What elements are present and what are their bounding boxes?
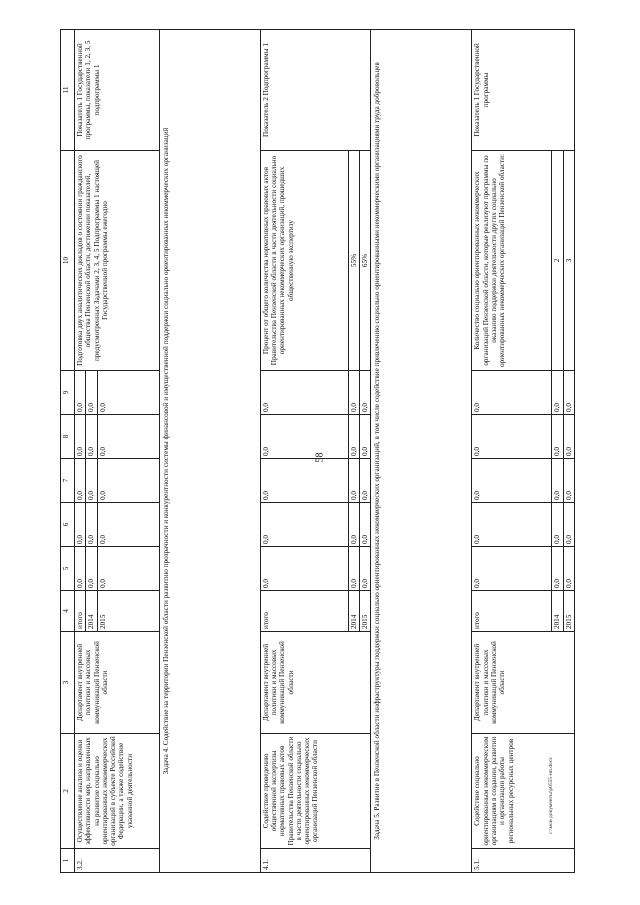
value-cell: 0,0 bbox=[86, 459, 97, 503]
year-cell: итого bbox=[472, 591, 552, 632]
activity-name: Содействие социально ориентированным некоммерческим организациям в создании, развитии и организации работы региональных ресурсных центров bbox=[472, 734, 575, 849]
value-cell: 0,0 bbox=[260, 547, 348, 591]
result-value: 3 bbox=[563, 151, 574, 371]
value-cell: 0,0 bbox=[360, 547, 371, 591]
value-cell: 0,0 bbox=[97, 459, 159, 503]
value-cell: 0,0 bbox=[260, 415, 348, 459]
value-cell: 0,0 bbox=[563, 459, 574, 503]
header-cell: 7 bbox=[61, 459, 75, 503]
task-heading: Задача 5. Развитие в Пензенской области инфраструктуры поддержки социально ориентированных некоммерческих организаций, в том числе содействие привлечению социально ориентированными некоммерческими организациями труда добровольцев bbox=[371, 30, 472, 873]
value-cell: 0,0 bbox=[348, 459, 359, 503]
value-cell: 0,0 bbox=[563, 371, 574, 415]
value-cell: 0,0 bbox=[563, 415, 574, 459]
table-row bbox=[260, 30, 348, 873]
row-number: 5.1. bbox=[472, 849, 575, 873]
task-heading: Задача 4. Содействие на территории Пензенской области развитию прозрачности и конкурентности системы финансовой и имущественной поддержки социально ориентированных некоммерческих организаций bbox=[159, 30, 260, 873]
value-cell: 0,0 bbox=[97, 371, 159, 415]
expected-result: Процент от общего количества нормативных правовых актов Правительства Пензенской области в части деятельности социально ориентированных некоммерческих организаций, прошедших общественную экспертизу bbox=[260, 151, 348, 371]
file-path-footer: c:\мои документы\p0555-нп.docx bbox=[548, 757, 554, 834]
value-cell: 0,0 bbox=[472, 459, 552, 503]
activity-name: Содействие проведению общественной экспертизы нормативных правовых актов Правительства Пензенской области в части деятельности социально ориентированных некоммерческих организаций Пензенской области bbox=[260, 734, 371, 849]
row-number: 4.1. bbox=[260, 849, 371, 873]
value-cell: 0,0 bbox=[260, 503, 348, 547]
value-cell: 0,0 bbox=[360, 503, 371, 547]
expected-result: Подготовка двух аналитических докладов о состоянии гражданского общества Пензенской области, достижении показателей, предусмотренных Задачами 2, 3, 4, 5 Подпрограммы 1 настоящей Государственной программы ежегодно bbox=[75, 151, 160, 371]
table-row bbox=[75, 30, 86, 873]
executor: Департамент внутренней политики и массовых коммуникаций Пензенской области bbox=[75, 632, 160, 734]
value-cell: 0,0 bbox=[75, 459, 86, 503]
header-cell: 5 bbox=[61, 547, 75, 591]
value-cell: 0,0 bbox=[75, 371, 86, 415]
value-cell: 0,0 bbox=[260, 371, 348, 415]
value-cell: 0,0 bbox=[360, 371, 371, 415]
header-cell: 11 bbox=[61, 30, 75, 151]
value-cell: 0,0 bbox=[552, 547, 563, 591]
year-cell: 2015 bbox=[360, 591, 371, 632]
value-cell: 0,0 bbox=[97, 415, 159, 459]
header-cell: 9 bbox=[61, 371, 75, 415]
header-cell: 8 bbox=[61, 415, 75, 459]
header-cell: 1 bbox=[61, 849, 75, 873]
value-cell: 0,0 bbox=[552, 371, 563, 415]
activity-name: Осуществление анализа и оценки эффективности мер, направленных на развитие социально ориентированных некоммерческих организаций в субъекте Российской Федерации, а также содействие указанной деятельности bbox=[75, 734, 160, 849]
result-value: 65% bbox=[360, 151, 371, 371]
value-cell: 0,0 bbox=[360, 459, 371, 503]
value-cell: 0,0 bbox=[97, 547, 159, 591]
year-cell: 2014 bbox=[348, 591, 359, 632]
indicator: Показатель 1 Государственной программы bbox=[472, 30, 575, 151]
value-cell: 0,0 bbox=[563, 547, 574, 591]
table-row bbox=[472, 30, 552, 873]
value-cell: 0,0 bbox=[348, 415, 359, 459]
value-cell: 0,0 bbox=[86, 371, 97, 415]
value-cell: 0,0 bbox=[75, 415, 86, 459]
value-cell: 0,0 bbox=[472, 503, 552, 547]
value-cell: 0,0 bbox=[552, 503, 563, 547]
value-cell: 0,0 bbox=[97, 503, 159, 547]
value-cell: 0,0 bbox=[86, 547, 97, 591]
executor: Департамент внутренней политики и массовых коммуникаций Пензенской области bbox=[260, 632, 371, 734]
indicator: Показатель 2 Подпрограммы 1 bbox=[260, 30, 371, 151]
value-cell: 0,0 bbox=[348, 371, 359, 415]
value-cell: 0,0 bbox=[348, 547, 359, 591]
result-value: 2 bbox=[552, 151, 563, 371]
header-row bbox=[61, 30, 75, 873]
value-cell: 0,0 bbox=[75, 547, 86, 591]
indicator: Показатель 1 Государственной программы, показатели 1, 2, 3, 5 подпрограммы 1 bbox=[75, 30, 160, 151]
task-row bbox=[159, 30, 260, 873]
task-row bbox=[371, 30, 472, 873]
program-activities-table bbox=[60, 29, 575, 873]
year-cell: 2014 bbox=[552, 591, 563, 632]
year-cell: 2015 bbox=[97, 591, 159, 632]
value-cell: 0,0 bbox=[360, 415, 371, 459]
result-value: 55% bbox=[348, 151, 359, 371]
value-cell: 0,0 bbox=[260, 459, 348, 503]
year-cell: 2015 bbox=[563, 591, 574, 632]
header-cell: 6 bbox=[61, 503, 75, 547]
value-cell: 0,0 bbox=[75, 503, 86, 547]
value-cell: 0,0 bbox=[472, 371, 552, 415]
year-cell: 2014 bbox=[86, 591, 97, 632]
row-number: 3.2. bbox=[75, 849, 160, 873]
value-cell: 0,0 bbox=[86, 503, 97, 547]
value-cell: 0,0 bbox=[86, 415, 97, 459]
header-cell: 3 bbox=[61, 632, 75, 734]
value-cell: 0,0 bbox=[552, 415, 563, 459]
expected-result: Количество социально ориентированных некоммерческих организаций Пензенской области, которые реализуют программы по оказанию поддержки деятельности других социально ориентированных некоммерческих организаций Пензенской области: bbox=[472, 151, 552, 371]
header-cell: 2 bbox=[61, 734, 75, 849]
header-cell: 4 bbox=[61, 591, 75, 632]
value-cell: 0,0 bbox=[552, 459, 563, 503]
year-cell: итого bbox=[260, 591, 348, 632]
value-cell: 0,0 bbox=[563, 503, 574, 547]
rotated-table-container bbox=[60, 30, 575, 873]
value-cell: 0,0 bbox=[472, 415, 552, 459]
header-cell: 10 bbox=[61, 151, 75, 371]
value-cell: 0,0 bbox=[472, 547, 552, 591]
executor: Департамент внутренней политики и массовых коммуникаций Пензенской области bbox=[472, 632, 575, 734]
year-cell: итого bbox=[75, 591, 86, 632]
page-number: 58 bbox=[314, 452, 326, 463]
value-cell: 0,0 bbox=[348, 503, 359, 547]
